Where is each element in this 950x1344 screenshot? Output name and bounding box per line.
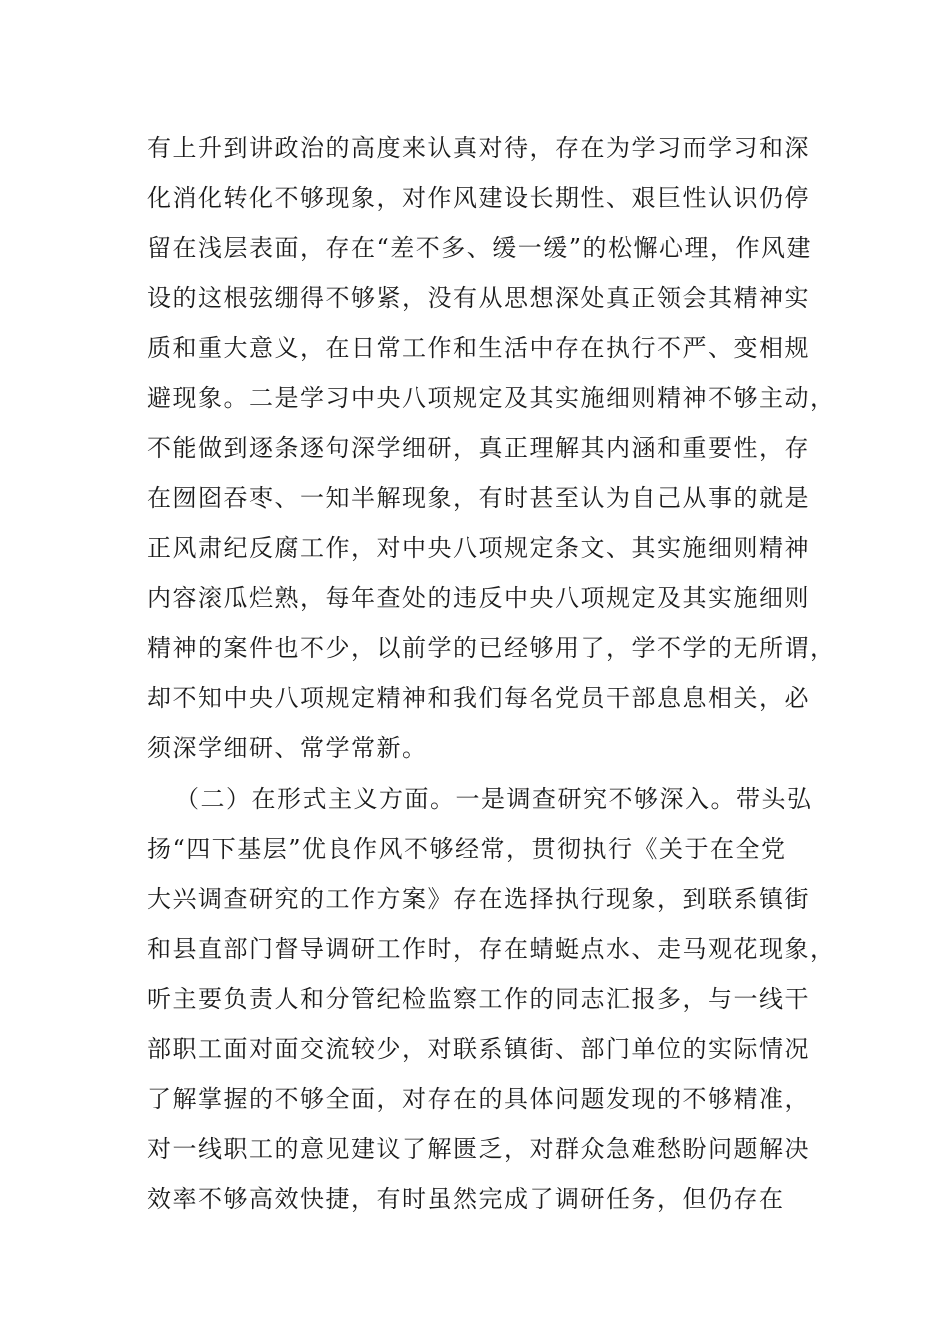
text-line-11: 精神的案件也不少，以前学的已经够用了，学不学的无所谓，	[147, 634, 836, 662]
text-line-4: 设的这根弦绷得不够紧，没有从思想深处真正领会其精神实	[147, 284, 810, 312]
text-line-3: 留在浅层表面，存在“差不多、缓一缓”的松懈心理，作风建	[147, 234, 813, 262]
text-line-1: 有上升到讲政治的高度来认真对待，存在为学习而学习和深	[147, 134, 810, 162]
text-line-19: 部职工面对面交流较少，对联系镇街、部门单位的实际情况	[147, 1035, 810, 1063]
text-line-17: 和县直部门督导调研工作时，存在蜻蜓点水、走马观花现象，	[147, 935, 836, 963]
text-line-21: 对一线职工的意见建议了解匮乏，对群众急难愁盼问题解决	[147, 1135, 810, 1163]
text-line-14-section-heading: （二）在形式主义方面。一是调查研究不够深入。带头弘	[175, 785, 813, 813]
text-line-2: 化消化转化不够现象，对作风建设长期性、艰巨性认识仍停	[147, 184, 810, 212]
text-line-13: 须深学细研、常学常新。	[147, 734, 428, 762]
text-line-10: 内容滚瓜烂熟，每年查处的违反中央八项规定及其实施细则	[147, 584, 810, 612]
text-line-18: 听主要负责人和分管纪检监察工作的同志汇报多，与一线干	[147, 985, 810, 1013]
text-line-8: 在囫囵吞枣、一知半解现象，有时甚至认为自己从事的就是	[147, 484, 810, 512]
text-line-7: 不能做到逐条逐句深学细研，真正理解其内涵和重要性，存	[147, 434, 810, 462]
text-line-15: 扬“四下基层”优良作风不够经常，贯彻执行《关于在全党	[147, 835, 787, 863]
text-line-12: 却不知中央八项规定精神和我们每名党员干部息息相关，必	[147, 684, 810, 712]
text-line-9: 正风肃纪反腐工作，对中央八项规定条文、其实施细则精神	[147, 534, 810, 562]
text-line-22: 效率不够高效快捷，有时虽然完成了调研任务，但仍存在	[147, 1185, 785, 1213]
text-line-6: 避现象。二是学习中央八项规定及其实施细则精神不够主动，	[147, 384, 836, 412]
text-line-20: 了解掌握的不够全面，对存在的具体问题发现的不够精准，	[147, 1085, 810, 1113]
text-line-16: 大兴调查研究的工作方案》存在选择执行现象，到联系镇街	[147, 885, 810, 913]
text-line-5: 质和重大意义，在日常工作和生活中存在执行不严、变相规	[147, 334, 810, 362]
